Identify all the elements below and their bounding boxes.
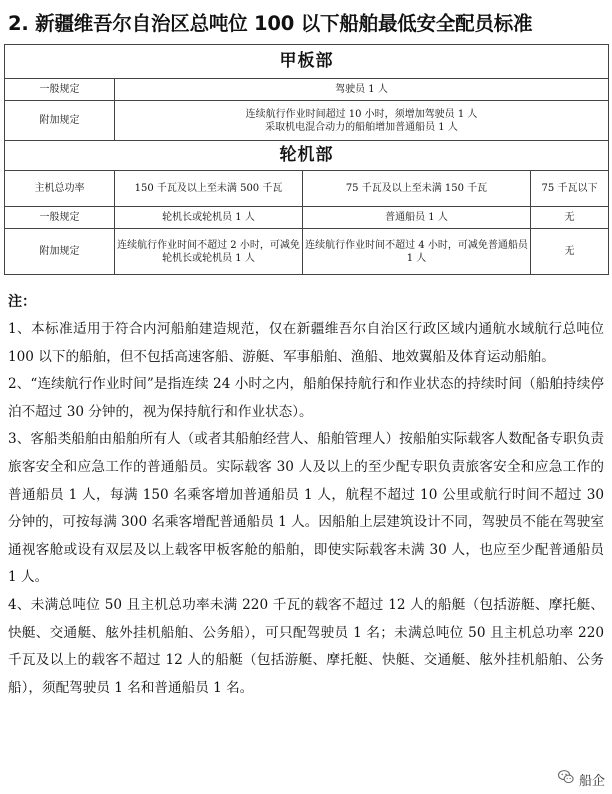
- deck-additional-value: [115, 101, 609, 141]
- engine-additional-label: 附加规定: [5, 229, 115, 275]
- engine-additional-value: 连续航行作业时间不超过 2 小时，可减免轮机长或轮机员 1 人: [115, 229, 303, 275]
- engine-power-col: 150 千瓦及以上至未满 500 千瓦: [115, 171, 303, 207]
- note-item: 2、“连续航行作业时间”是指连续 24 小时之内，船舶保持航行和作业状态的持续时间（船舶持续停泊不超过 30 分钟的，视为保持航行和作业状态）。: [8, 376, 604, 420]
- engine-power-col: 75 千瓦及以上至未满 150 千瓦: [303, 171, 531, 207]
- page-title: 2. 新疆维吾尔自治区总吨位 100 以下船舶最低安全配员标准: [8, 12, 533, 35]
- deck-additional-line: 连续航行作业时间超过 10 小时，须增加驾驶员 1 人: [245, 108, 478, 120]
- wechat-icon: [557, 768, 575, 790]
- engine-general-value: 轮机长或轮机员 1 人: [115, 207, 303, 229]
- watermark-text: 船企: [578, 773, 605, 789]
- notes-section: [8, 288, 604, 702]
- deck-additional-line: 采取机电混合动力的船舶增加普通船员 1 人: [265, 121, 458, 133]
- engine-section-header: 轮机部: [5, 141, 609, 171]
- deck-additional-label: 附加规定: [5, 101, 115, 141]
- engine-general-value: 无: [531, 207, 609, 229]
- engine-general-label: 一般规定: [5, 207, 115, 229]
- note-item: 1、本标准适用于符合内河船舶建造规范，仅在新疆维吾尔自治区行政区域内通航水域航行总吨位 100 以下的船舶，但不包括高速客船、游艇、军事船舶、渔船、地效翼船及体育运动船舶。: [8, 321, 604, 365]
- watermark: [554, 768, 608, 790]
- engine-additional-value: 无: [531, 229, 609, 275]
- engine-power-col: 75 千瓦以下: [531, 171, 609, 207]
- crew-standard-table: [4, 44, 609, 275]
- note-item: 4、未满总吨位 50 且主机总功率未满 220 千瓦的载客不超过 12 人的船艇（包括游艇、摩托艇、快艇、交通艇、舷外挂机船舶、公务船），可只配驾驶员 1 名；未满总吨位 50 且主机总功率 220 千瓦及以上的载客不超过 12 人的船艇（包括游艇、摩托艇、快艇、交通艇、舷外挂机船舶、公务船），须配驾驶员 1 名和普通船员 1 名。: [8, 596, 604, 696]
- notes-heading: 注：: [8, 294, 36, 310]
- deck-general-value: 驾驶员 1 人: [115, 79, 609, 101]
- engine-general-value: 普通船员 1 人: [303, 207, 531, 229]
- note-item: 3、客船类船舶由船舶所有人（或者其船舶经营人、船舶管理人）按船舶实际载客人数配备专职负责旅客安全和应急工作的普通船员。实际载客 30 人及以上的至少配专职负责旅客安全和应急工作的普通船员 1 人，每满 150 名乘客增加普通船员 1 人，航程不超过 10 公里或航行时间不超过 30 分钟的，可按每满 300 名乘客增配普通船员 1 人。因船舶上层建筑设计不同，驾驶员不能在驾驶室通视客舱或设有双层及以上载客甲板客舱的船舶，即使实际载客未满 30 人，也应至少配普通船员 1 人。: [8, 431, 604, 586]
- engine-additional-value: 连续航行作业时间不超过 4 小时，可减免普通船员 1 人: [303, 229, 531, 275]
- deck-section-header: 甲板部: [5, 45, 609, 79]
- engine-power-label: 主机总功率: [5, 171, 115, 207]
- deck-general-label: 一般规定: [5, 79, 115, 101]
